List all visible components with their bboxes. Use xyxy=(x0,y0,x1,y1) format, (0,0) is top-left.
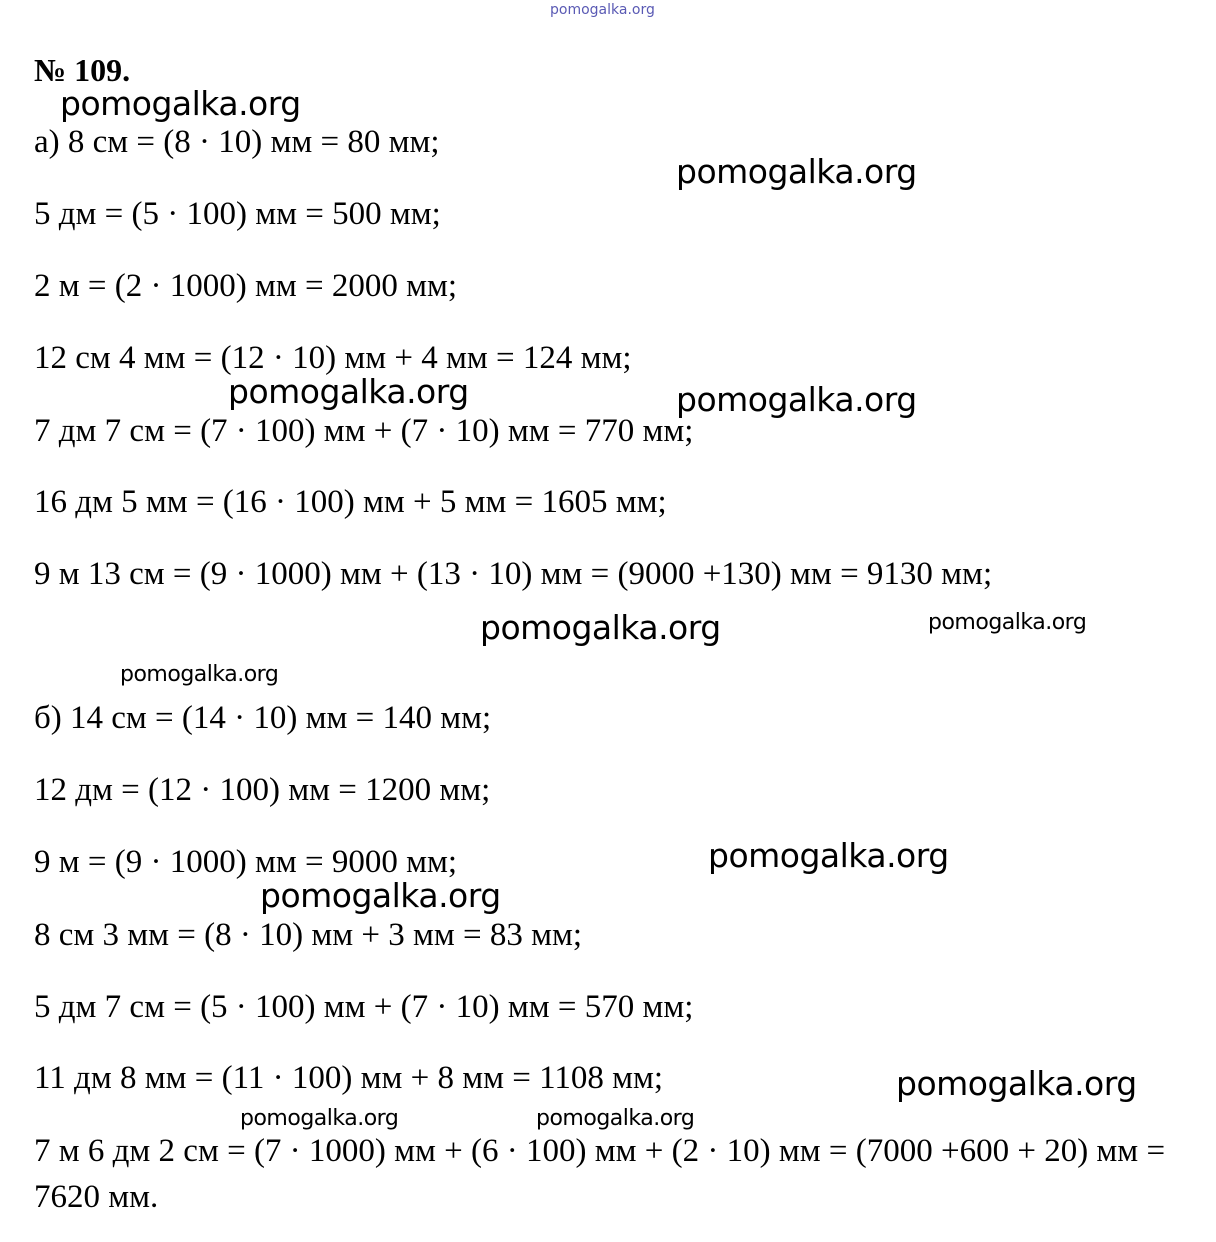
watermark: pomogalka.org xyxy=(228,372,469,411)
solution-line: 8 см 3 мм = (8 · 10) мм + 3 мм = 83 мм; xyxy=(34,917,583,953)
watermark: pomogalka.org xyxy=(480,608,721,647)
watermark: pomogalka.org xyxy=(60,84,301,123)
solution-line: 16 дм 5 мм = (16 · 100) мм + 5 мм = 1605 мм; xyxy=(34,484,667,520)
solution-line: 9 м = (9 · 1000) мм = 9000 мм; xyxy=(34,844,458,880)
solution-line: 2 м = (2 · 1000) мм = 2000 мм; xyxy=(34,268,458,304)
solution-line: 7 м 6 дм 2 см = (7 · 1000) мм + (6 · 100) мм + (2 · 10) мм = (7000 +600 + 20) мм = 7620 мм. xyxy=(34,1133,1166,1215)
watermark-top: pomogalka.org xyxy=(550,2,655,18)
solution-line: 5 дм = (5 · 100) мм = 500 мм; xyxy=(34,196,441,232)
watermark: pomogalka.org xyxy=(676,380,917,419)
watermark: pomogalka.org xyxy=(708,836,949,875)
watermark: pomogalka.org xyxy=(676,152,917,191)
watermark: pomogalka.org xyxy=(120,662,279,687)
solution-line: 12 см 4 мм = (12 · 10) мм + 4 мм = 124 мм; xyxy=(34,340,632,376)
watermark: pomogalka.org xyxy=(240,1106,399,1131)
solution-line: а) 8 см = (8 · 10) мм = 80 мм; xyxy=(34,124,440,160)
watermark: pomogalka.org xyxy=(928,610,1087,635)
solution-line: 9 м 13 см = (9 · 1000) мм + (13 · 10) мм = (9000 +130) мм = 9130 мм; xyxy=(34,556,993,592)
solution-line: 11 дм 8 мм = (11 · 100) мм + 8 мм = 1108 мм; xyxy=(34,1060,664,1096)
solution-line: 5 дм 7 см = (5 · 100) мм + (7 · 10) мм = 570 мм; xyxy=(34,989,694,1025)
solution-line: 7 дм 7 см = (7 · 100) мм + (7 · 10) мм = 770 мм; xyxy=(34,413,694,449)
problem-number: № 109. xyxy=(34,52,131,88)
solution-line: 12 дм = (12 · 100) мм = 1200 мм; xyxy=(34,772,491,808)
watermark: pomogalka.org xyxy=(536,1106,695,1131)
watermark: pomogalka.org xyxy=(260,876,501,915)
solution-line: б) 14 см = (14 · 10) мм = 140 мм; xyxy=(34,700,492,736)
watermark: pomogalka.org xyxy=(896,1064,1137,1103)
